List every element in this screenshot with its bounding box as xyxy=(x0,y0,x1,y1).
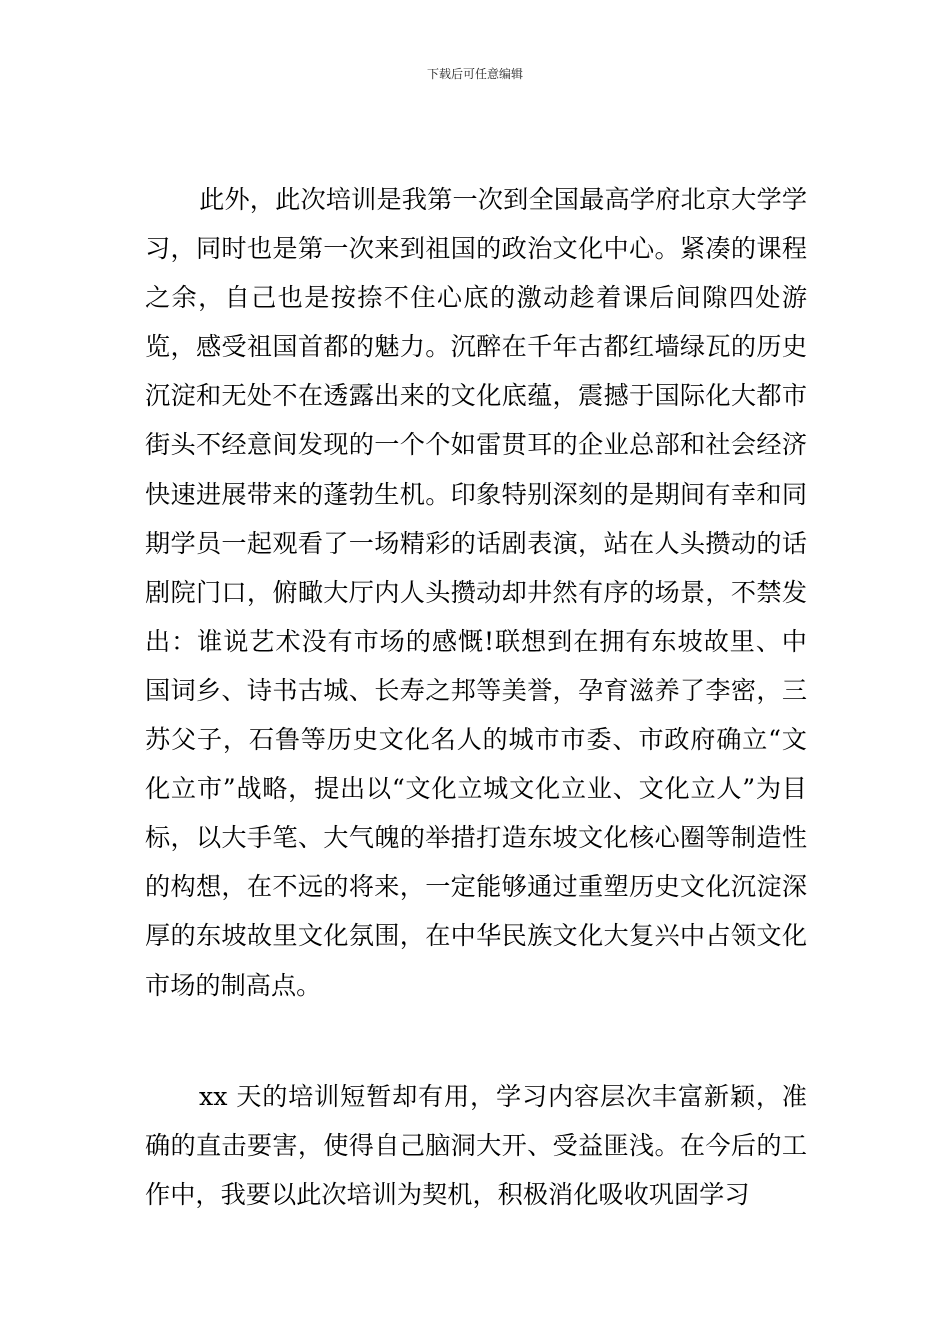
body-paragraph-1-text: 此外，此次培训是我第一次到全国最高学府北京大学学习，同时也是第一次来到祖国的政治文化中心。紧凑的课程之余，自己也是按捺不住心底的激动趁着课后间隙四处游览，感受祖国首都的魅力。沉醉在千年古都红墙绿瓦的历史沉淀和无处不在透露出来的文化底蕴，震撼于国际化大都市街头不经意间发现的一个个如雷贯耳的企业总部和社会经济快速进展带来的蓬勃生机。印象特别深刻的是期间有幸和同期学员一起观看了一场精彩的话剧表演，站在人头攒动的话剧院门口，俯瞰大厅内人头攒动却井然有序的场景，不禁发出：谁说艺术没有市场的感慨!联想到在拥有东坡故里、中国词乡、诗书古城、长寿之邦等美誉，孕育滋养了李密，三苏父子，石鲁等历史文化名人的城市市委、市政府确立“文化立市”战略，提出以“文化立城文化立业、文化立人”为目标，以大手笔、大气魄的举措打造东坡文化核心圈等制造性的构想，在不远的将来，一定能够通过重塑历史文化沉淀深厚的东坡故里文化氛围，在中华民族文化大复兴中占领文化市场的制高点。 xyxy=(145,185,807,1000)
body-paragraph-1 xyxy=(145,175,807,1010)
body-paragraph-2-text: xx 天的培训短暂却有用，学习内容层次丰富新颖，准确的直击要害，使得自己脑洞大开、受益匪浅。在今后的工作中，我要以此次培训为契机，积极消化吸收巩固学习 xyxy=(145,1082,807,1210)
page-header-note: 下载后可任意编辑 xyxy=(426,67,523,81)
body-paragraph-2 xyxy=(145,1072,807,1219)
